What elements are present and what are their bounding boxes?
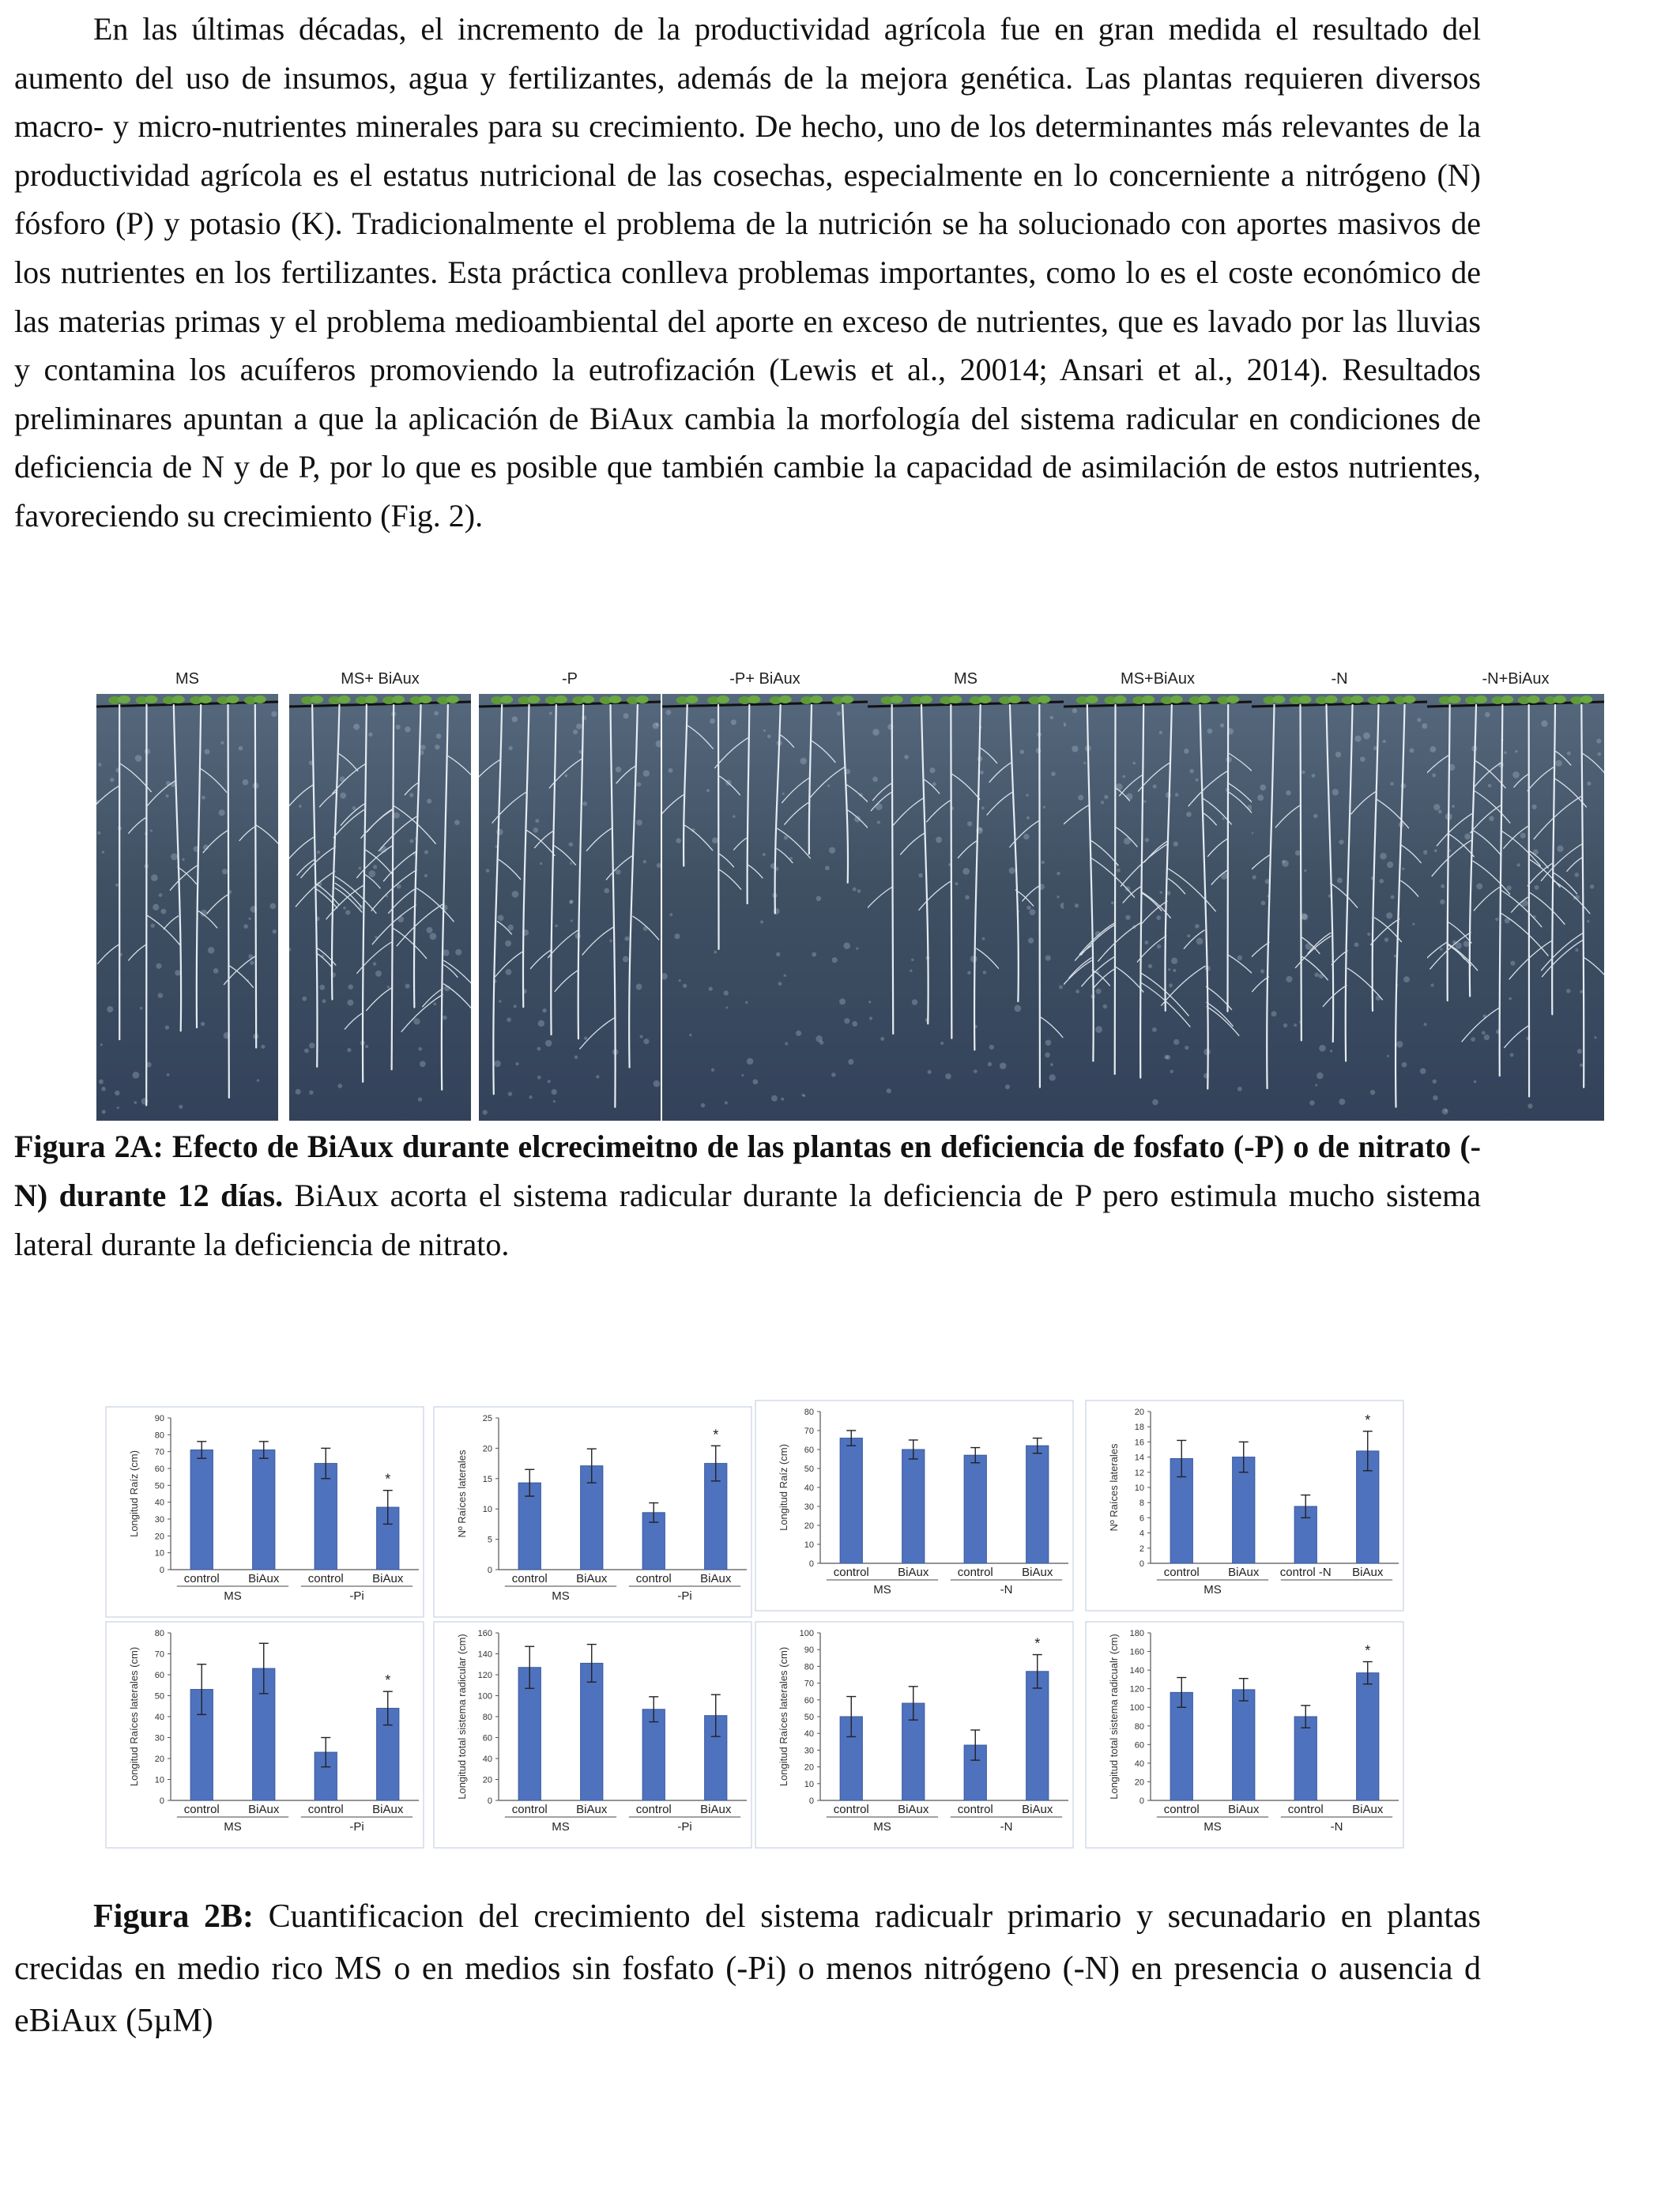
photo-panel xyxy=(1427,670,1604,1121)
root xyxy=(289,705,339,1067)
root xyxy=(987,705,1034,1001)
y-tick-label: 140 xyxy=(1129,1666,1144,1676)
root xyxy=(662,705,714,866)
y-tick-label: 10 xyxy=(804,1540,814,1550)
root-photo xyxy=(96,694,278,1121)
y-axis-label: Longitud Raíces laterales (cm) xyxy=(128,1646,140,1787)
category-label: control xyxy=(957,1803,993,1816)
group-label: MS xyxy=(873,1820,891,1834)
seedling-icon xyxy=(676,696,699,704)
category-label: BiAux xyxy=(576,1572,608,1585)
category-label: control xyxy=(511,1572,548,1585)
group-label: -N xyxy=(1330,1820,1343,1834)
y-axis-label: Nº Raíces laterales xyxy=(456,1449,468,1538)
bar xyxy=(253,1450,275,1570)
bar-chart xyxy=(103,1405,427,1619)
seedling-icon xyxy=(108,696,130,704)
figure-2b-caption xyxy=(14,1891,1481,2047)
y-tick-label: 20 xyxy=(482,1444,492,1454)
significance-star: * xyxy=(1365,1642,1371,1659)
y-tick-label: 100 xyxy=(477,1691,492,1702)
y-axis-label: Longitud Raíz (cm) xyxy=(128,1450,140,1537)
y-tick-label: 80 xyxy=(804,1408,814,1417)
y-axis-label: Longitud Raíces laterales (cm) xyxy=(778,1646,789,1787)
y-axis-label: Nº Raíces laterales xyxy=(1108,1443,1120,1532)
photo-panel-label: MS+BiAux xyxy=(1121,670,1195,688)
y-tick-label: 80 xyxy=(154,1431,164,1441)
y-tick-label: 140 xyxy=(477,1649,492,1660)
y-tick-label: 5 xyxy=(487,1535,492,1545)
bar-chart xyxy=(431,1405,755,1619)
category-label: control xyxy=(635,1803,672,1816)
category-label: BiAux xyxy=(372,1572,404,1585)
y-tick-label: 80 xyxy=(154,1629,164,1638)
photo-panel-label: MS+ BiAux xyxy=(341,670,420,688)
root xyxy=(356,705,435,1069)
seedling-icon xyxy=(518,696,541,704)
bar xyxy=(964,1455,986,1563)
photo-panel xyxy=(96,670,278,1121)
root xyxy=(1370,705,1421,1107)
category-label: BiAux xyxy=(700,1803,732,1816)
figure-2a-title: Figura 2A: Efecto de BiAux durante elcrecimeitno de las plantas en deficiencia de fosfato (-P) o de nitrato (-N) durante 12 días. xyxy=(14,1129,1481,1213)
y-tick-label: 60 xyxy=(154,1671,164,1680)
photo-panel-label: MS xyxy=(175,670,199,688)
seedling-icon xyxy=(940,696,962,704)
category-label: control xyxy=(1163,1803,1200,1816)
seedling-icon xyxy=(1465,696,1487,704)
root-photo xyxy=(479,694,661,1121)
category-label: BiAux xyxy=(700,1572,732,1585)
group-label: -Pi xyxy=(349,1820,364,1834)
seedling-icon xyxy=(1290,696,1312,704)
y-tick-label: 40 xyxy=(482,1755,492,1764)
y-tick-label: 20 xyxy=(154,1755,164,1764)
root-photo xyxy=(1427,694,1604,1121)
y-tick-label: 10 xyxy=(482,1505,492,1515)
y-tick-label: 15 xyxy=(482,1474,492,1484)
y-axis-label: Longitud total sistema radicualr (cm) xyxy=(1108,1634,1120,1800)
bar-chart xyxy=(431,1620,755,1849)
seedling-icon xyxy=(881,696,903,704)
y-tick-label: 40 xyxy=(1134,1759,1144,1769)
y-tick-label: 25 xyxy=(482,1414,492,1423)
condensation xyxy=(1430,712,1601,1114)
y-tick-label: 40 xyxy=(804,1483,814,1493)
root xyxy=(224,705,278,1047)
root xyxy=(893,705,940,1023)
photo-panel xyxy=(1252,670,1427,1121)
bar-chart xyxy=(752,1620,1076,1849)
group-label: MS xyxy=(552,1589,570,1603)
figure-2b-label: Figura 2B: xyxy=(93,1898,254,1935)
root-photo xyxy=(289,694,471,1121)
y-axis-label: Longitud Raíz (cm) xyxy=(778,1444,789,1531)
category-label: BiAux xyxy=(898,1803,929,1816)
photo-panel xyxy=(479,670,661,1121)
seedling-icon xyxy=(1439,696,1461,704)
y-tick-label: 30 xyxy=(804,1502,814,1512)
y-tick-label: 60 xyxy=(154,1465,164,1474)
seedling-icon xyxy=(738,696,760,704)
body-paragraph: En las últimas décadas, el incremento de la productividad agrícola fue en gran medida el resultado del aumento del uso de insumos, agua y fertilizantes, además de la mejora genética. Las plantas requieren diversos macro- y micro-nutrientes minerales para su crecimiento. De hecho, uno de los determinantes más relevantes de la productividad agrícola es el estatus nutricional de las cosechas, especialmente en lo concerniente a nitrógeno (N) fósforo (P) y potasio (K). Tradicionalmente el problema de la nutrición se ha solucionado con aportes masivos de los nutrientes en los fertilizantes. Esta práctica conlleva problemas importantes, como lo es el coste económico de las materias primas y el problema medioambiental del aporte en exceso de nutrientes, que es lavado por las lluvias y contamina los acuíferos promoviendo la eutrofización (Lewis et al., 20014; Ansari et al., 2014). Resultados preliminares apuntan a que la aplicación de BiAux cambia la morfología del sistema radicular en condiciones de deficiencia de N y de P, por lo que es posible que también cambie la capacidad de asimilación de estos nutrientes, favoreciendo su crecimiento (Fig. 2). xyxy=(14,11,1481,533)
y-tick-label: 0 xyxy=(487,1566,492,1575)
root-photo-strip xyxy=(96,670,1604,1121)
category-label: control xyxy=(957,1566,993,1579)
photo-panel-label: -P xyxy=(562,670,578,688)
y-tick-label: 12 xyxy=(1134,1468,1144,1478)
category-label: BiAux xyxy=(1352,1566,1384,1579)
seedling-icon xyxy=(707,696,729,704)
y-tick-label: 2 xyxy=(1139,1544,1144,1554)
bar xyxy=(1170,1692,1192,1800)
y-tick-label: 90 xyxy=(804,1646,814,1656)
seedling-icon xyxy=(1105,696,1127,704)
category-label: control -N xyxy=(1279,1566,1332,1579)
seedling-icon xyxy=(1076,696,1098,704)
seedling-icon xyxy=(163,696,185,704)
category-label: BiAux xyxy=(1022,1803,1053,1816)
root-photo xyxy=(662,694,868,1121)
y-tick-label: 40 xyxy=(154,1498,164,1508)
category-label: control xyxy=(183,1572,220,1585)
group-label: MS xyxy=(224,1820,242,1834)
significance-star: * xyxy=(385,1672,391,1689)
category-label: control xyxy=(1163,1566,1200,1579)
category-label: control xyxy=(1287,1803,1324,1816)
seedling-icon xyxy=(329,696,351,704)
y-tick-label: 6 xyxy=(1139,1514,1144,1524)
y-tick-label: 30 xyxy=(154,1515,164,1525)
bar xyxy=(1233,1690,1255,1800)
seedling-icon xyxy=(1316,696,1338,704)
group-label: MS xyxy=(224,1589,242,1603)
category-label: control xyxy=(833,1803,869,1816)
y-tick-label: 14 xyxy=(1134,1453,1144,1463)
category-label: BiAux xyxy=(1228,1803,1260,1816)
root xyxy=(868,705,893,1034)
y-tick-label: 80 xyxy=(482,1713,492,1722)
category-label: BiAux xyxy=(248,1572,280,1585)
seedling-icon xyxy=(356,696,378,704)
y-tick-label: 60 xyxy=(804,1695,814,1706)
root-photo xyxy=(868,694,1064,1121)
root xyxy=(1275,705,1328,1040)
category-label: control xyxy=(511,1803,548,1816)
y-tick-label: 0 xyxy=(808,1559,814,1569)
root xyxy=(397,705,471,1090)
root-photo xyxy=(1252,694,1427,1121)
seedling-icon xyxy=(545,696,567,704)
y-tick-label: 20 xyxy=(804,1762,814,1773)
category-label: control xyxy=(183,1803,220,1816)
root xyxy=(96,705,152,1039)
y-tick-label: 120 xyxy=(477,1671,492,1680)
bar xyxy=(1233,1457,1255,1563)
seedling-icon xyxy=(1264,696,1286,704)
bar-chart xyxy=(1083,1620,1407,1849)
y-tick-label: 60 xyxy=(804,1446,814,1455)
condensation xyxy=(96,711,277,1114)
y-tick-label: 70 xyxy=(804,1679,814,1689)
y-tick-label: 50 xyxy=(804,1465,814,1474)
group-label: -Pi xyxy=(677,1589,692,1603)
category-label: BiAux xyxy=(248,1803,280,1816)
figure-2a-text: BiAux acorta el sistema radicular durante la deficiencia de P pero estimula mucho sistema lateral durante la deficiencia de nitrato. xyxy=(14,1178,1482,1262)
y-tick-label: 10 xyxy=(154,1548,164,1559)
bar xyxy=(840,1438,862,1563)
figure-2b-text: Cuantificacion del crecimiento del sistema radicualr primario y secunadario en plantas crecidas en medio rico MS o en medios sin fosfato (-Pi) o menos nitrógeno (-N) en presencia o ausencia d eBiAux (5µM) xyxy=(14,1898,1482,2039)
root xyxy=(326,705,392,1082)
y-tick-label: 160 xyxy=(1129,1647,1144,1657)
root-photo xyxy=(1064,694,1252,1121)
root xyxy=(1098,705,1190,1078)
y-tick-label: 120 xyxy=(1129,1684,1144,1695)
category-label: BiAux xyxy=(898,1566,929,1579)
y-tick-label: 20 xyxy=(1134,1408,1144,1417)
y-tick-label: 80 xyxy=(804,1662,814,1672)
category-label: BiAux xyxy=(1022,1566,1053,1579)
group-label: -N xyxy=(1000,1820,1013,1834)
y-tick-label: 8 xyxy=(1139,1498,1144,1509)
seedling-icon xyxy=(301,696,323,704)
y-tick-label: 0 xyxy=(487,1796,492,1806)
bar xyxy=(902,1449,925,1563)
bar-chart xyxy=(1083,1399,1407,1612)
root xyxy=(1188,705,1252,1012)
y-tick-label: 100 xyxy=(799,1629,814,1638)
y-tick-label: 50 xyxy=(154,1691,164,1702)
root xyxy=(579,705,615,1107)
y-axis-label: Longitud total sistema radicular (cm) xyxy=(456,1634,468,1800)
photo-panel xyxy=(1064,670,1252,1121)
seedling-icon xyxy=(1491,696,1513,704)
y-tick-label: 60 xyxy=(482,1733,492,1744)
photo-panel-label: -N xyxy=(1331,670,1348,688)
category-label: control xyxy=(307,1803,344,1816)
bar xyxy=(642,1710,665,1800)
category-label: BiAux xyxy=(1228,1566,1260,1579)
significance-star: * xyxy=(385,1471,391,1487)
category-label: control xyxy=(635,1572,672,1585)
y-tick-label: 90 xyxy=(154,1414,164,1423)
significance-star: * xyxy=(713,1427,719,1443)
y-tick-label: 70 xyxy=(154,1447,164,1457)
root xyxy=(479,705,521,1094)
y-tick-label: 30 xyxy=(154,1733,164,1744)
bar xyxy=(1294,1717,1317,1800)
y-tick-label: 20 xyxy=(1134,1777,1144,1788)
y-tick-label: 10 xyxy=(804,1779,814,1789)
bar xyxy=(1357,1673,1379,1800)
bar xyxy=(190,1450,213,1570)
y-tick-label: 10 xyxy=(154,1775,164,1785)
root xyxy=(1430,705,1510,997)
y-tick-label: 30 xyxy=(804,1746,814,1756)
photo-panel xyxy=(868,670,1064,1121)
y-tick-label: 70 xyxy=(804,1427,814,1436)
y-tick-label: 50 xyxy=(804,1713,814,1722)
category-label: control xyxy=(833,1566,869,1579)
y-tick-label: 100 xyxy=(1129,1703,1144,1713)
y-tick-label: 0 xyxy=(159,1566,164,1575)
seedling-icon xyxy=(910,696,932,704)
group-label: -Pi xyxy=(677,1820,692,1834)
root xyxy=(714,705,763,903)
y-tick-label: 70 xyxy=(154,1649,164,1660)
photo-panel-label: -P+ BiAux xyxy=(729,670,800,688)
root xyxy=(808,705,868,883)
y-tick-label: 80 xyxy=(1134,1721,1144,1732)
y-tick-label: 20 xyxy=(154,1532,164,1542)
category-label: BiAux xyxy=(1352,1803,1384,1816)
significance-star: * xyxy=(1034,1635,1041,1652)
bar-chart xyxy=(752,1399,1076,1612)
group-label: -N xyxy=(1000,1583,1013,1596)
group-label: MS xyxy=(873,1583,891,1596)
y-tick-label: 60 xyxy=(1134,1740,1144,1751)
photo-panel xyxy=(662,670,868,1121)
bar xyxy=(1026,1446,1049,1563)
y-tick-label: 0 xyxy=(1139,1796,1144,1806)
y-tick-label: 50 xyxy=(154,1481,164,1491)
root xyxy=(371,705,454,1007)
y-tick-label: 0 xyxy=(159,1796,164,1806)
category-label: BiAux xyxy=(576,1803,608,1816)
y-tick-label: 20 xyxy=(482,1775,492,1785)
group-label: MS xyxy=(1203,1820,1222,1834)
group-label: MS xyxy=(552,1820,570,1834)
bar xyxy=(315,1464,337,1570)
y-tick-label: 160 xyxy=(477,1629,492,1638)
significance-star: * xyxy=(1365,1412,1371,1428)
y-tick-label: 10 xyxy=(1134,1483,1144,1493)
root xyxy=(1252,705,1275,1088)
y-tick-label: 18 xyxy=(1134,1423,1144,1433)
bar xyxy=(581,1663,603,1800)
y-tick-label: 40 xyxy=(154,1713,164,1722)
photo-panel-label: -N+BiAux xyxy=(1482,670,1550,688)
root xyxy=(203,705,254,1098)
root xyxy=(530,705,576,1035)
photo-panel-label: MS xyxy=(954,670,977,688)
seedling-icon xyxy=(491,696,513,704)
root xyxy=(146,705,197,1031)
group-label: MS xyxy=(1203,1583,1222,1596)
y-tick-label: 40 xyxy=(804,1729,814,1740)
bar-chart xyxy=(103,1620,427,1849)
photo-panel xyxy=(289,670,471,1121)
category-label: control xyxy=(307,1572,344,1585)
y-tick-label: 16 xyxy=(1134,1438,1144,1448)
root xyxy=(775,705,811,914)
figure-2a-caption xyxy=(14,1122,1481,1269)
root xyxy=(718,705,741,949)
bar xyxy=(1026,1672,1049,1800)
y-tick-label: 20 xyxy=(804,1521,814,1531)
condensation xyxy=(662,710,863,1107)
y-tick-label: 0 xyxy=(1139,1559,1144,1569)
y-tick-label: 180 xyxy=(1129,1629,1144,1638)
condensation xyxy=(483,712,661,1115)
seedling-icon xyxy=(136,696,158,704)
y-tick-label: 0 xyxy=(808,1796,814,1806)
category-label: BiAux xyxy=(372,1803,404,1816)
condensation xyxy=(868,716,1064,1094)
seedling-icon xyxy=(1132,696,1155,704)
y-tick-label: 4 xyxy=(1139,1529,1144,1539)
group-label: -Pi xyxy=(349,1589,364,1603)
condensation xyxy=(1252,718,1427,1105)
